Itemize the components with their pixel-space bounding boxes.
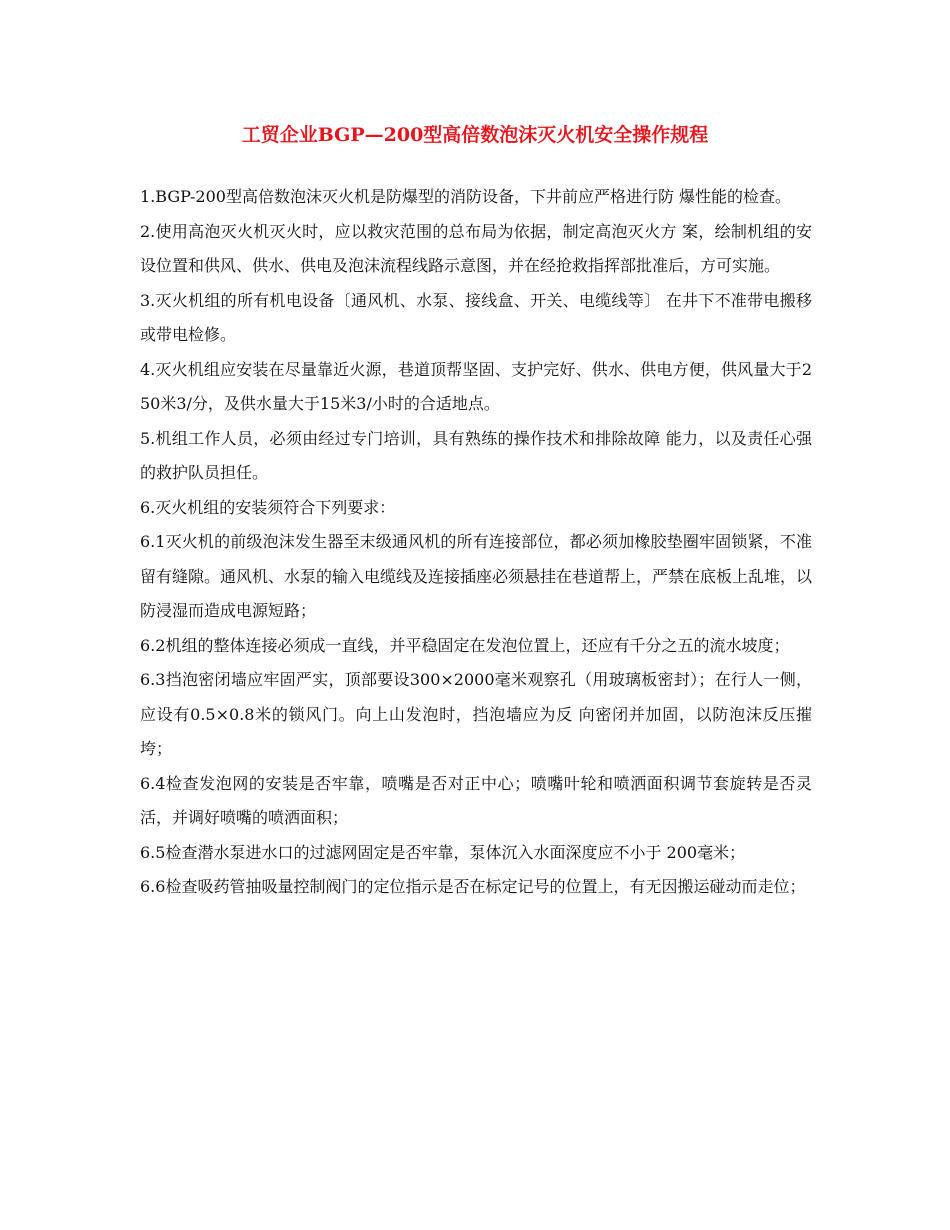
paragraph-6: 6.灭火机组的安装须符合下列要求： bbox=[140, 497, 396, 517]
paragraph-4: 4.灭火机组应安装在尽量靠近火源，巷道顶帮坚固、支护完好、供水、供电方便，供风量大于250米3/分，及供水量大于15米3/小时的合适地点。 bbox=[140, 359, 812, 413]
document-title: 工贸企业BGP—200型高倍数泡沫灭火机安全操作规程 bbox=[241, 124, 709, 146]
paragraph-2: 2.使用高泡灭火机灭火时，应以救灾范围的总布局为依据，制定高泡灭火方 案，绘制机组的安设位置和供风、供水、供电及泡沫流程线路示意图，并在经抢救指挥部批准后，方可实施。 bbox=[140, 221, 812, 275]
paragraph-5: 5.机组工作人员，必须由经过专门培训，具有熟练的操作技术和排除故障 能力，以及责任心强的救护队员担任。 bbox=[140, 428, 812, 482]
document-body bbox=[140, 180, 812, 905]
paragraph-6-2: 6.2机组的整体连接必须成一直线，并平稳固定在发泡位置上，还应有千分之五的流水坡度； bbox=[140, 635, 790, 655]
paragraph-6-1: 6.1灭火机的前级泡沫发生器至末级通风机的所有连接部位，都必须加橡胶垫圈牢固锁紧，不准留有缝隙。通风机、水泵的输入电缆线及连接插座必须悬挂在巷道帮上，严禁在底板上乱堆，以防浸湿而造成电源短路； bbox=[140, 532, 813, 620]
paragraph-6-3: 6.3挡泡密闭墙应牢固严实，顶部要设300×2000毫米观察孔（用玻璃板密封）；在行人一侧，应设有0.5×0.8米的锁风门。向上山发泡时，挡泡墙应为反 向密闭并加固，以防泡沫反压摧垮； bbox=[140, 670, 812, 758]
paragraph-6-6: 6.6检查吸药管抽吸量控制阀门的定位指示是否在标定记号的位置上，有无因搬运碰动而走位； bbox=[140, 877, 806, 896]
paragraph-1: 1.BGP-200型高倍数泡沫灭火机是防爆型的消防设备，下井前应严格进行防 爆性能的检查。 bbox=[140, 187, 792, 206]
paragraph-6-5: 6.5检查潜水泵进水口的过滤网固定是否牢靠，泵体沉入水面深度应不小于 200毫米； bbox=[140, 842, 746, 862]
paragraph-6-4: 6.4检查发泡网的安装是否牢靠，喷嘴是否对正中心；喷嘴叶轮和喷洒面积调节套旋转是否灵活，并调好喷嘴的喷洒面积； bbox=[140, 773, 812, 827]
paragraph-3: 3.灭火机组的所有机电设备〔通风机、水泵、接线盒、开关、电缆线等〕 在井下不准带电搬移或带电检修。 bbox=[140, 290, 812, 344]
